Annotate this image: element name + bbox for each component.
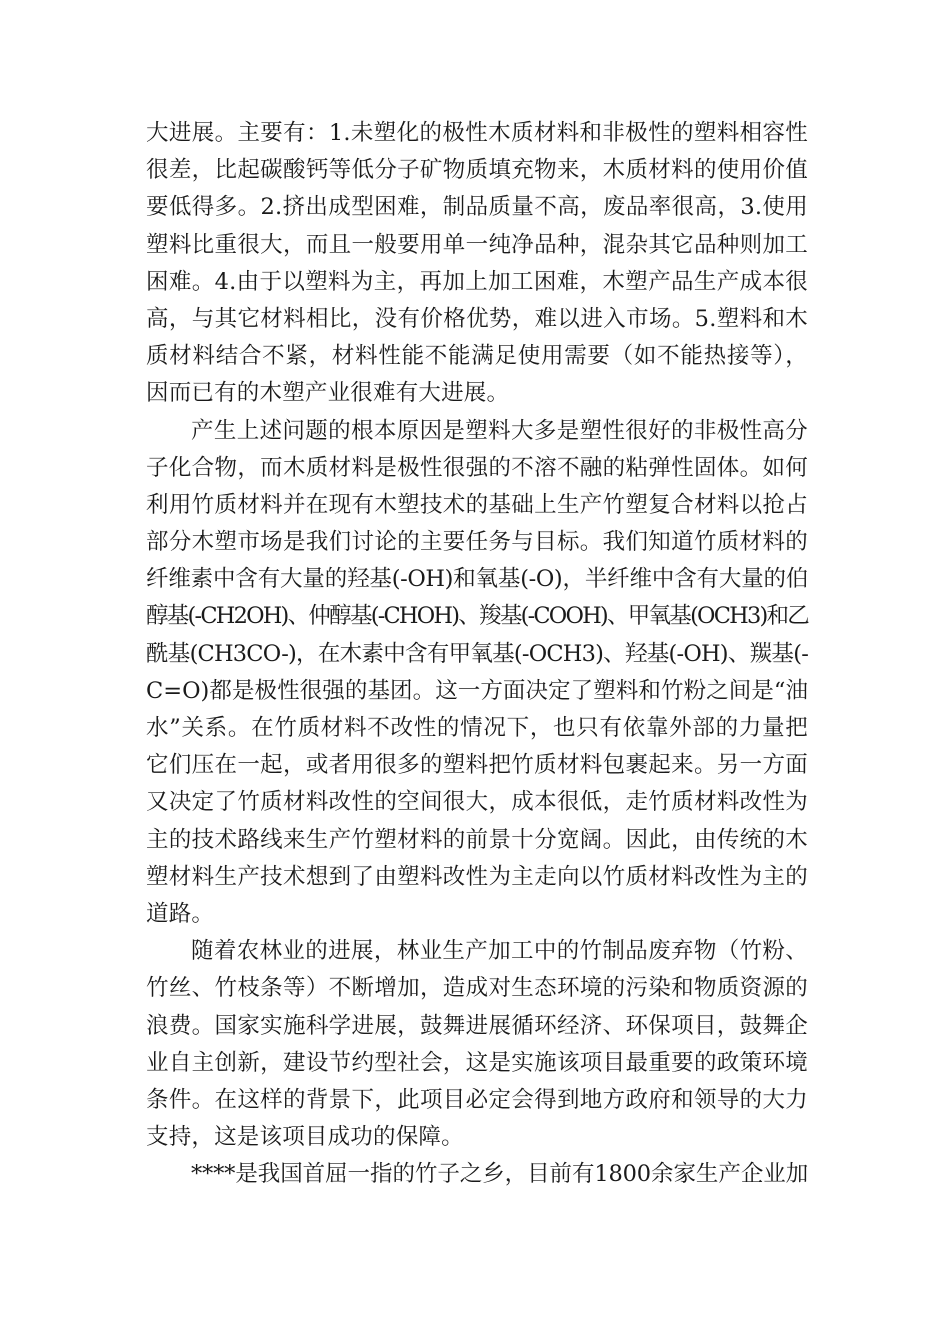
body-text [146,115,808,1193]
text-line: 酰基(CH3CO-)，在木素中含有甲氧基(-OCH3)、羟基(-OH)、羰基(- [146,640,808,667]
text-line: 高，与其它材料相比，没有价格优势，难以进入市场。5.塑料和木 [146,305,808,332]
text-line: 业自主创新，建设节约型社会，这是实施该项目最重要的政策环境 [146,1049,808,1076]
text-line: 浪费。国家实施科学进展，鼓舞进展循环经济、环保项目，鼓舞企 [146,1012,808,1039]
text-line: 因而已有的木塑产业很难有大进展。 [146,380,510,407]
paragraph-1 [146,115,808,413]
text-line: 部分木塑市场是我们讨论的主要任务与目标。我们知道竹质材料的 [146,529,808,556]
text-line: 子化合物，而木质材料是极性很强的不溶不融的粘弹性固体。如何 [146,454,808,481]
paragraph-4 [146,1156,808,1193]
text-line: 它们压在一起，或者用很多的塑料把竹质材料包裹起来。另一方面 [146,752,808,779]
paragraph-3 [146,933,808,1156]
text-line: 竹丝、竹枝条等）不断增加，造成对生态环境的污染和物质资源的 [146,975,808,1002]
text-line: 要低得多。2.挤出成型困难，制品质量不高，废品率很高，3.使用 [146,194,808,221]
text-line: 条件。在这样的背景下，此项目必定会得到地方政府和领导的大力 [146,1086,808,1113]
text-line: 纤维素中含有大量的羟基(-OH)和氧基(-O)，半纤维中含有大量的伯 [146,566,808,593]
text-line: 很差，比起碳酸钙等低分子矿物质填充物来，木质材料的使用价值 [146,157,808,184]
text-line: 塑材料生产技术想到了由塑料改性为主走向以竹质材料改性为主的 [146,863,808,890]
text-line: 困难。4.由于以塑料为主，再加上加工困难，木塑产品生产成本很 [146,268,808,295]
text-line: 质材料结合不紧，材料性能不能满足使用需要（如不能热接等）， [146,343,808,370]
text-line: C=O)都是极性很强的基团。这一方面决定了塑料和竹粉之间是“油 [146,677,808,704]
paragraph-2 [146,413,808,934]
text-line: 道路。 [146,900,215,927]
text-line: ****是我国首屈一指的竹子之乡，目前有1800余家生产企业加 [191,1161,808,1188]
text-line: 利用竹质材料并在现有木塑技术的基础上生产竹塑复合材料以抢占 [146,491,808,518]
text-line: 水”关系。在竹质材料不改性的情况下，也只有依靠外部的力量把 [146,715,808,741]
text-line: 产生上述问题的根本原因是塑料大多是塑性很好的非极性高分 [191,417,808,444]
text-line: 又决定了竹质材料改性的空间很大，成本很低，走竹质材料改性为 [146,789,808,816]
text-line: 大进展。主要有：1.未塑化的极性木质材料和非极性的塑料相容性 [146,120,808,146]
text-line: 主的技术路线来生产竹塑材料的前景十分宽阔。因此，由传统的木 [146,826,808,853]
text-line: 随着农林业的进展，林业生产加工中的竹制品废弃物（竹粉、 [191,938,808,965]
text-line: 醇基(-CH2OH)、仲醇基(-CHOH)、羧基(-COOH)、甲氧基(OCH3)和乙 [146,603,808,630]
text-line: 塑料比重很大，而且一般要用单一纯净品种，混杂其它品种则加工 [146,231,808,258]
text-line: 支持，这是该项目成功的保障。 [146,1124,464,1151]
